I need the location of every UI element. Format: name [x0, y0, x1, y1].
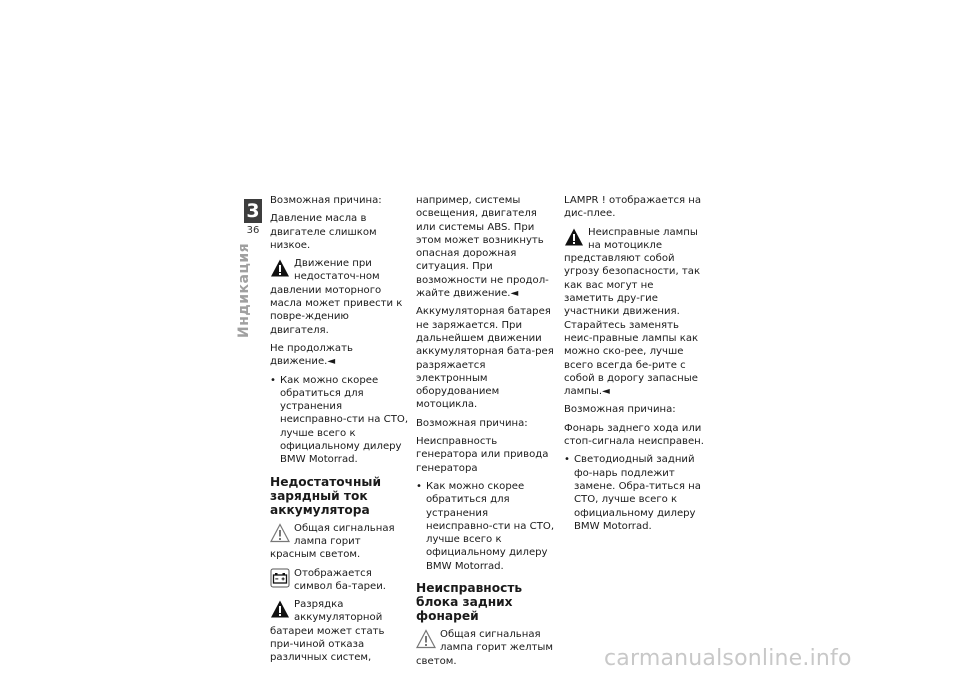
bullet-glyph: •: [416, 480, 422, 492]
warning-text: Движение при недостаточ-ном давлении моторного масла может привести к повре-ждению двигателя.: [270, 258, 403, 336]
column-2: [416, 194, 556, 673]
lampr-text: LAMPR ! отображается на дис-плее.: [564, 195, 702, 220]
continued-text: например, системы освещения, двигателя или системы ABS. При этом может возникнуть опасная дорожная ситуация. При возможности не продол-жайте движение.◄: [416, 195, 549, 300]
general-warning-light-icon: [416, 629, 436, 649]
page-number: 36: [246, 225, 260, 236]
section-heading: Неисправность блока задних фонарей: [416, 581, 523, 624]
general-light-text: Общая сигнальная лампа горит желтым светом.: [416, 629, 553, 667]
warning-note: [270, 257, 410, 337]
cause-label: Возможная причина:: [564, 404, 676, 416]
column-1: [270, 194, 410, 670]
general-warning-light-icon: [270, 523, 290, 543]
chapter-number: 3: [244, 199, 262, 223]
battery-not-charging-text: Аккумуляторная батарея не заряжается. При дальнейшем движении аккумуляторная бата-рея разряжается электронным оборудованием мотоцикла.: [416, 306, 554, 411]
bullet-glyph: •: [270, 374, 276, 386]
battery-symbol-text: Отображается символ ба-тареи.: [294, 567, 387, 592]
cause-text: Фонарь заднего хода или стоп-сигнала неисправен.: [564, 422, 704, 448]
battery-note: [270, 567, 410, 594]
section-heading: Недостаточный зарядный ток аккумулятора: [270, 474, 381, 517]
list-item: [564, 453, 704, 533]
discharge-warning-note: [270, 598, 410, 664]
bullet-glyph: •: [564, 454, 570, 466]
stop-text: Не продолжать движение.◄: [270, 342, 353, 368]
list-item: [416, 480, 556, 573]
battery-icon: [270, 568, 290, 588]
bullet-text: Светодиодный задний фо-нарь подлежит замене. Обра-титься на СТО, лучше всего к официальному дилеру BMW Motorrad.: [574, 454, 701, 532]
general-light-note: [416, 628, 556, 668]
cause-label: Возможная причина:: [416, 417, 528, 429]
section-title: Индикация: [236, 242, 252, 338]
watermark: carmanualsonline.info: [604, 646, 852, 671]
discharge-warning-text: Разрядка аккумуляторной батареи может стать при-чиной отказа различных систем,: [270, 599, 385, 664]
warning-note: [564, 226, 704, 399]
warning-triangle-icon: [270, 599, 290, 619]
cause-text: Давление масла в двигателе слишком низкое.: [270, 213, 377, 251]
warning-triangle-icon: [270, 258, 290, 278]
bullet-text: Как можно скорее обратиться для устранения неисправно-сти на СТО, лучше всего к официальному дилеру BMW Motorrad.: [280, 374, 409, 466]
warning-triangle-icon: [564, 227, 584, 247]
column-3: [564, 194, 704, 538]
general-light-note: [270, 522, 410, 562]
list-item: [270, 374, 410, 467]
cause-text: Неисправность генератора или привода генератора: [416, 436, 549, 474]
bullet-text: Как можно скорее обратиться для устранения неисправно-сти на СТО, лучше всего к официальному дилеру BMW Motorrad.: [426, 480, 555, 572]
cause-label: Возможная причина:: [270, 195, 382, 206]
warning-text: Неисправные лампы на мотоцикле представляют собой угрозу безопасности, так как вас могут не заметить дру-гие участники движения. Старайтесь заменять неис-правные лампы как можно ско-рее, лучше всего всегда бе-рите с собой в дорогу запасные лампы.◄: [564, 226, 701, 398]
general-light-text: Общая сигнальная лампа горит красным светом.: [270, 522, 395, 561]
